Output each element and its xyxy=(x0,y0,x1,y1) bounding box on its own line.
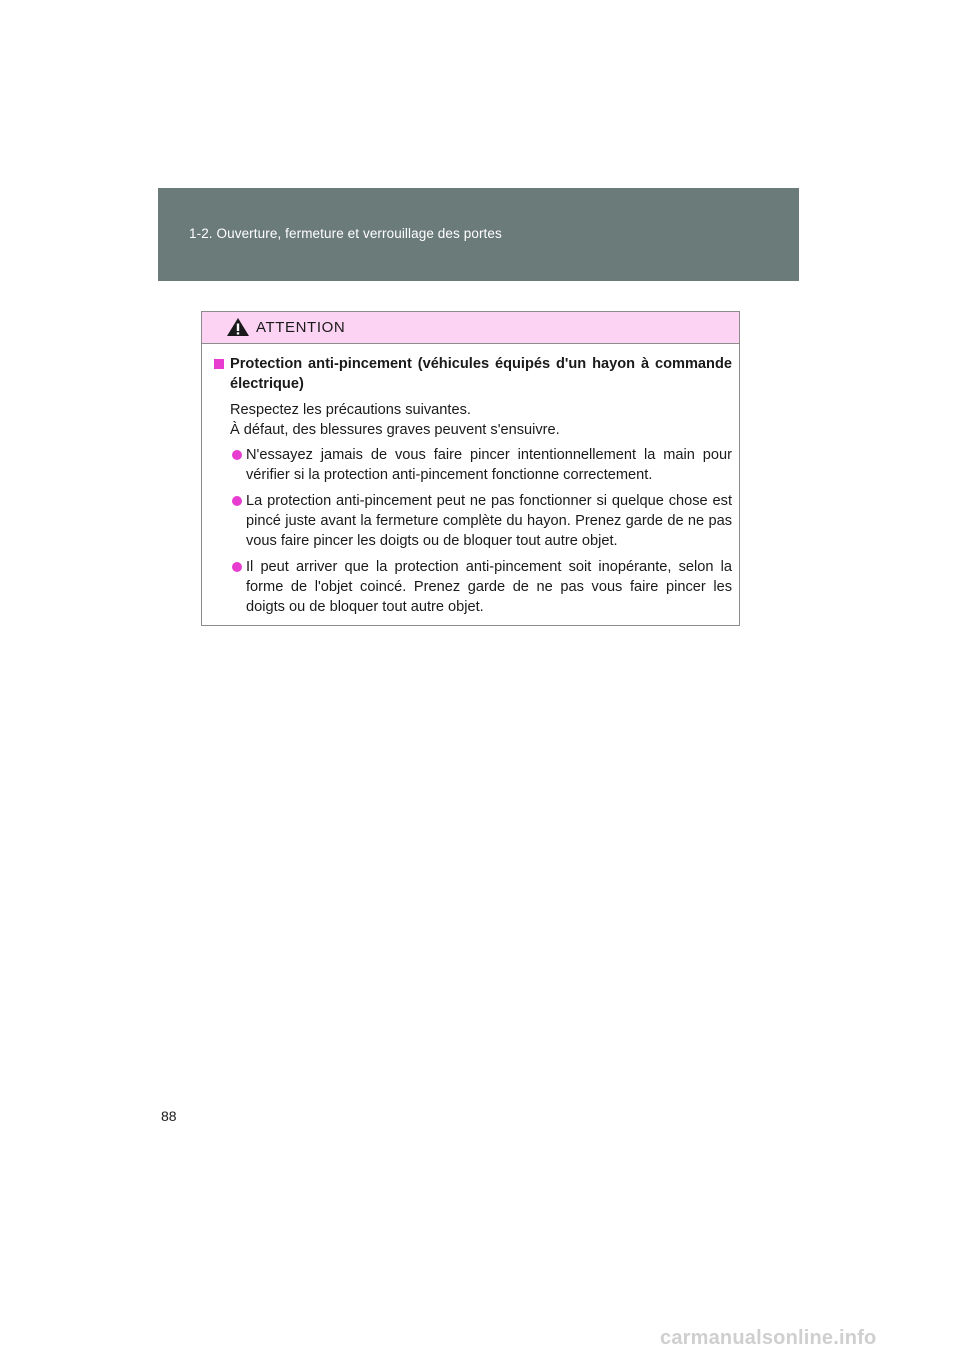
list-item-text: La protection anti-pincement peut ne pas fonctionner si quelque chose est pincé juste avant la fermeture complète du hayon. Prenez garde de ne pas vous faire pincer les doigts ou de bloquer tout autre objet. xyxy=(246,493,732,549)
section-title: 1-2. Ouverture, fermeture et verrouillage des portes xyxy=(189,226,502,241)
attention-box xyxy=(201,311,740,626)
attention-subhead xyxy=(213,354,732,394)
list-item-text: N'essayez jamais de vous faire pincer intentionnellement la main pour vérifier si la protection anti-pincement fonctionne correctement. xyxy=(246,447,732,483)
list-item xyxy=(213,445,732,485)
attention-body xyxy=(202,344,739,617)
attention-label: ATTENTION xyxy=(256,319,346,336)
dot-bullet-icon xyxy=(232,450,242,460)
attention-header xyxy=(202,312,739,344)
section-header-band xyxy=(158,188,799,281)
intro-line: Respectez les précautions suivantes. xyxy=(230,402,471,418)
intro-line: À défaut, des blessures graves peuvent s'ensuivre. xyxy=(230,422,560,438)
watermark: carmanualsonline.info xyxy=(660,1327,877,1349)
list-item-text: Il peut arriver que la protection anti-pincement soit inopérante, selon la forme de l'objet coincé. Prenez garde de ne pas vous faire pincer les doigts ou de bloquer tout autre objet. xyxy=(246,559,732,615)
warning-triangle-icon xyxy=(226,317,250,337)
page-number: 88 xyxy=(161,1108,177,1124)
attention-intro xyxy=(213,400,732,440)
attention-subhead-text: Protection anti-pincement (véhicules équipés d'un hayon à commande électrique) xyxy=(230,356,732,392)
dot-bullet-icon xyxy=(232,496,242,506)
list-item xyxy=(213,491,732,551)
dot-bullet-icon xyxy=(232,562,242,572)
list-item xyxy=(213,557,732,617)
square-bullet-icon xyxy=(214,359,224,369)
